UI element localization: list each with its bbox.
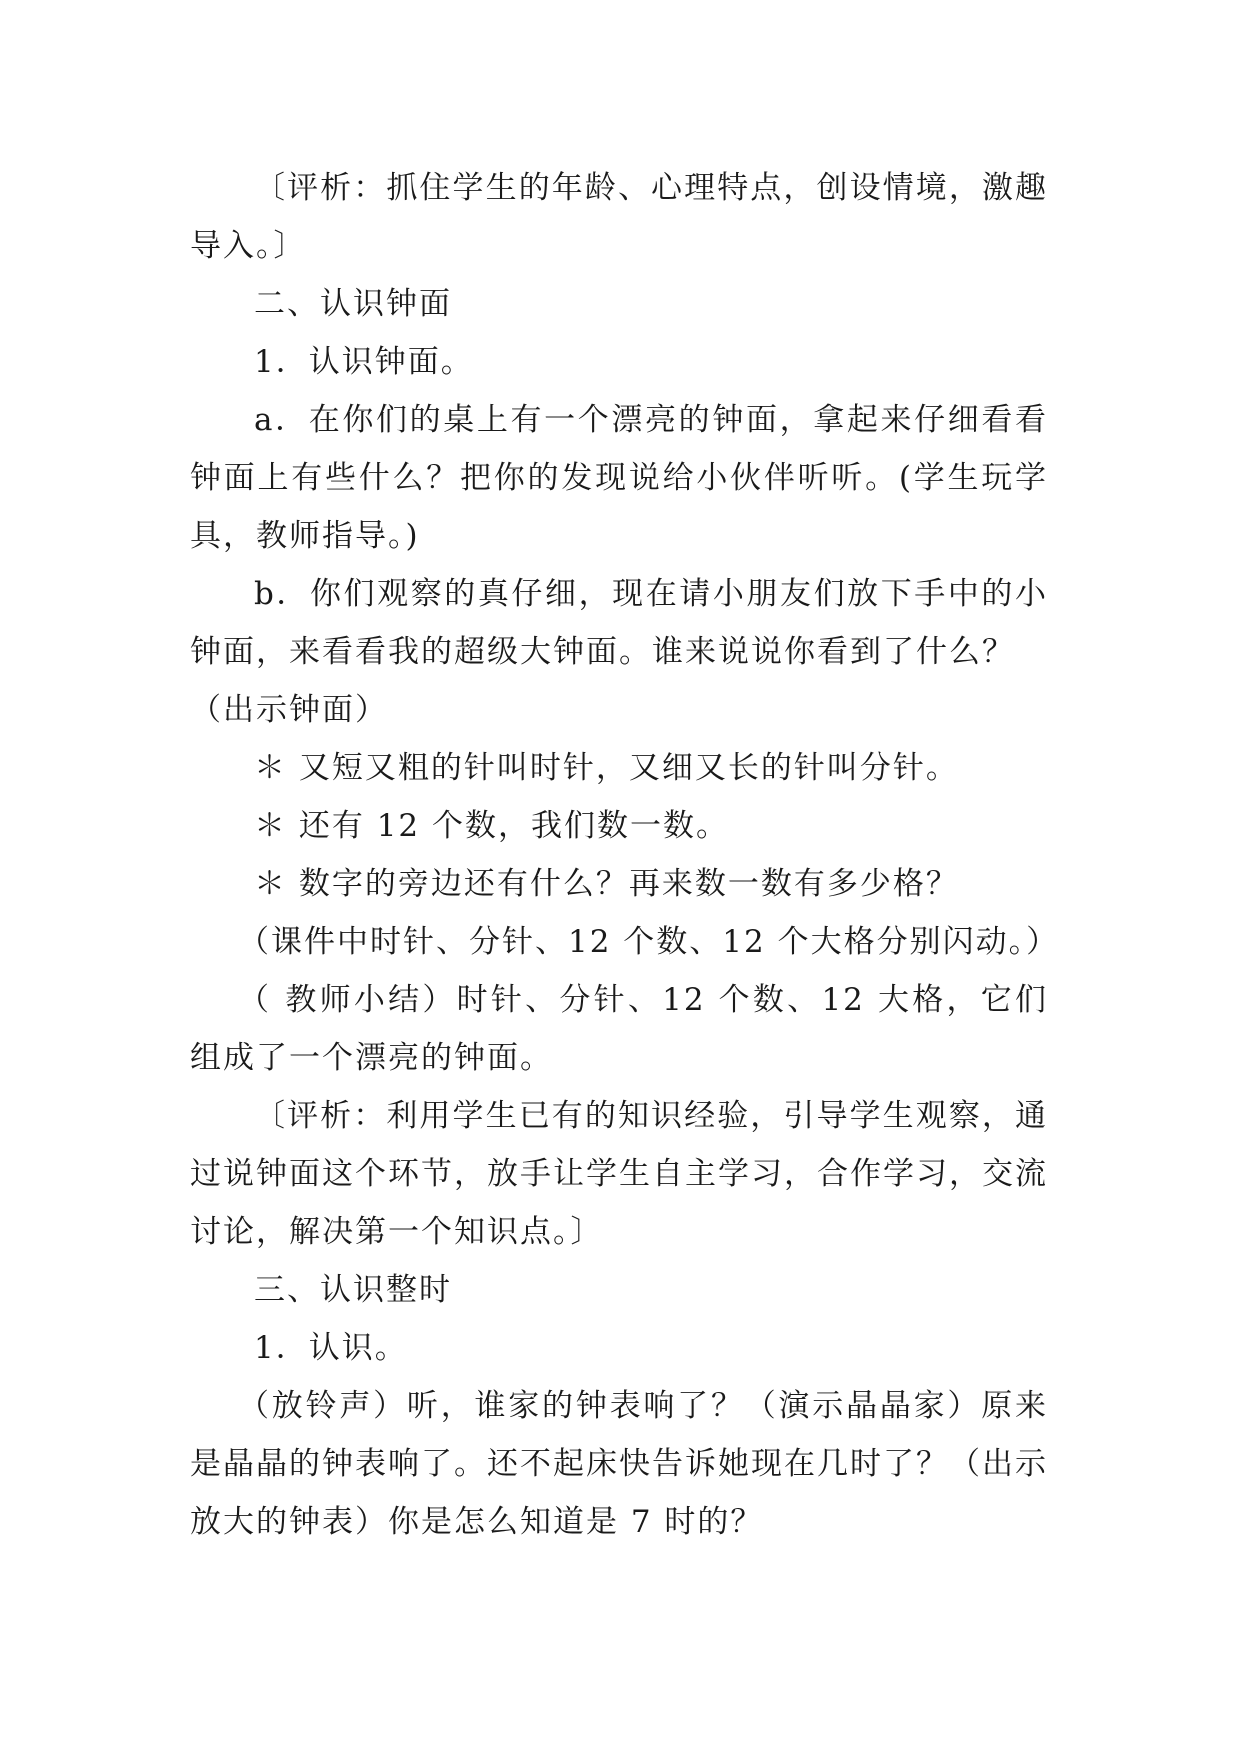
bell-scenario-paragraph: （放铃声）听，谁家的钟表响了？（演示晶晶家）原来是晶晶的钟表响了。还不起床快告诉她现在几时了？（出示放大的钟表）你是怎么知道是 7 时的？ [190, 1388, 1048, 1540]
show-clock-face-note: （出示钟面） [190, 692, 388, 728]
document-body [190, 159, 1060, 1551]
courseware-note: （课件中时针、分针、12 个数、12 个大格分别闪动。） [238, 924, 1060, 960]
bullet-hands: ＊ 又短又粗的针叫时针，又细又长的针叫分针。 [254, 750, 959, 786]
analysis-note-1: 〔评析：抓住学生的年龄、心理特点，创设情境，激趣导入。〕 [190, 170, 1048, 264]
analysis-note-2: 〔评析：利用学生已有的知识经验，引导学生观察，通过说钟面这个环节，放手让学生自主学习，合作学习，交流讨论，解决第一个知识点。〕 [190, 1098, 1048, 1250]
section-heading-whole-hours: 三、认识整时 [254, 1272, 452, 1308]
step-a-paragraph: a．在你们的桌上有一个漂亮的钟面，拿起来仔细看看钟面上有些什么？把你的发现说给小伙伴听听。(学生玩学具，教师指导。) [190, 402, 1048, 554]
section-heading-clock-face: 二、认识钟面 [254, 286, 452, 322]
teacher-summary: （ 教师小结）时针、分针、12 个数、12 大格，它们组成了一个漂亮的钟面。 [190, 982, 1048, 1076]
bullet-marks: ＊ 数字的旁边还有什么？再来数一数有多少格？ [254, 866, 959, 902]
subsection-heading-1: 1．认识钟面。 [254, 344, 474, 380]
subsection-heading-recognize: 1．认识。 [254, 1330, 408, 1366]
bullet-numbers: ＊ 还有 12 个数，我们数一数。 [254, 808, 730, 844]
step-b-paragraph: b．你们观察的真仔细，现在请小朋友们放下手中的小钟面，来看看我的超级大钟面。谁来说说你看到了什么？ [190, 576, 1048, 670]
